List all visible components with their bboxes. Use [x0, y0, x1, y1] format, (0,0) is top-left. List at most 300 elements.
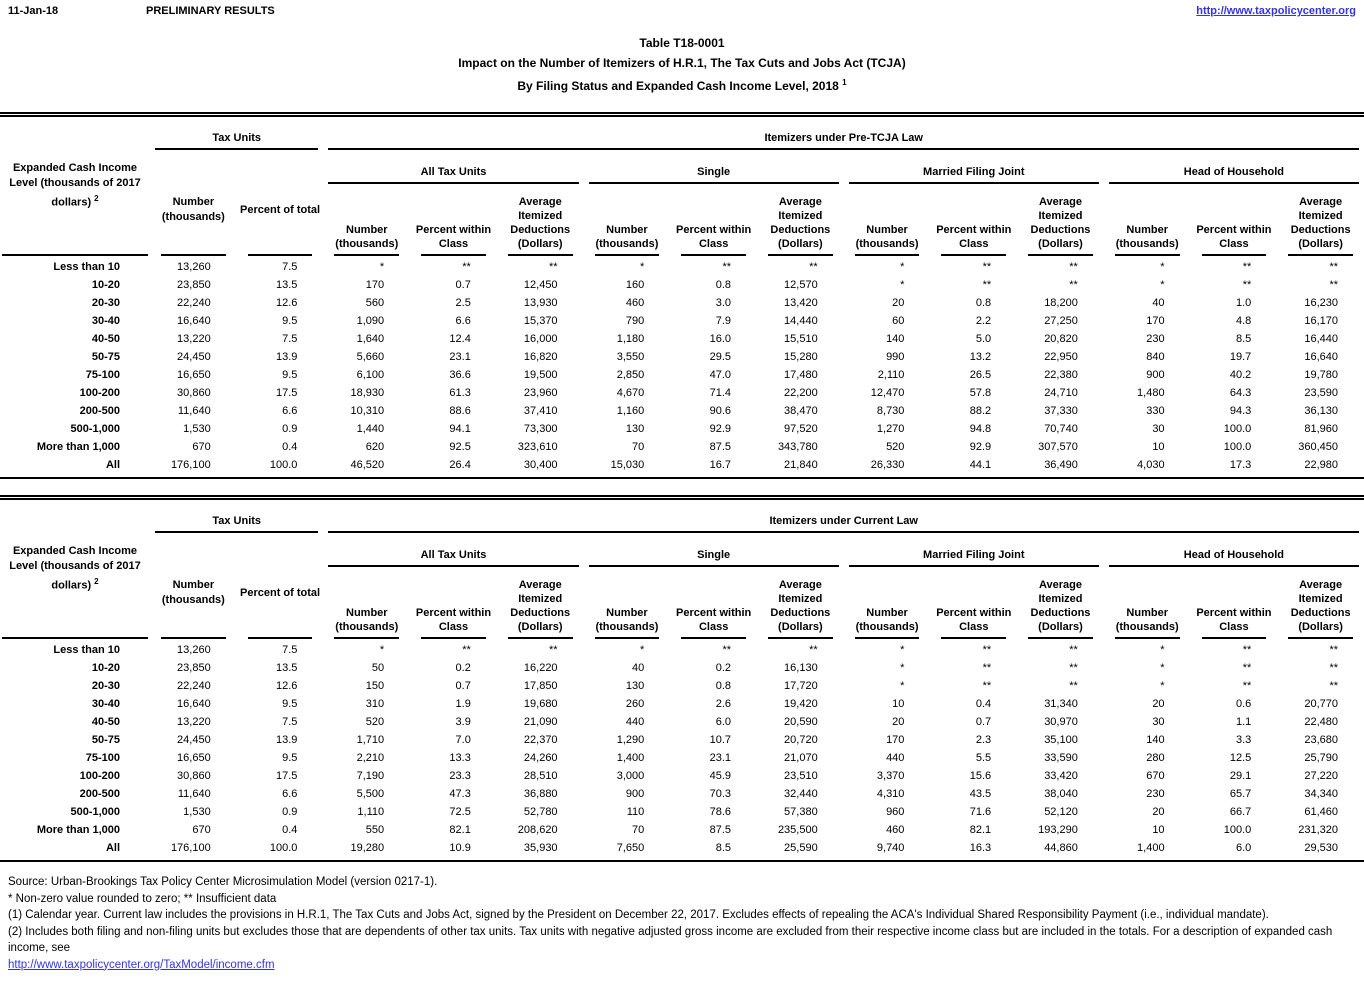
data-cell: 2.2	[975, 315, 992, 327]
data-cell: 35,930	[523, 842, 558, 854]
data-cell: 94.1	[449, 423, 471, 435]
column-underline	[855, 254, 920, 258]
column-underline	[681, 637, 746, 641]
data-cell: 33,420	[1044, 770, 1078, 782]
law-group-header: Itemizers under Current Law	[323, 500, 1364, 533]
data-cell: 64.3	[1229, 387, 1252, 399]
income-row-label: 20-30	[91, 297, 120, 309]
data-cell: 33,590	[1044, 752, 1078, 764]
data-cell: 13.5	[276, 279, 298, 291]
data-cell: 20	[892, 716, 905, 728]
data-cell: 16.3	[969, 842, 992, 854]
data-cell: 65.7	[1229, 788, 1252, 800]
column-underline	[161, 637, 226, 641]
data-cell: 460	[886, 824, 905, 836]
data-cell: 0.4	[975, 698, 992, 710]
table-id-title: Table T18-0001	[639, 36, 725, 50]
column-header-number: Number (thousands)	[335, 224, 399, 250]
data-cell: 100.0	[1223, 441, 1252, 453]
column-header-number: Number (thousands)	[161, 196, 225, 223]
column-underline	[421, 254, 486, 258]
subgroup-header-all-tax-units: All Tax Units	[323, 150, 583, 184]
data-cell: 22,980	[1304, 459, 1338, 471]
data-cell: 1.1	[1235, 716, 1252, 728]
data-cell: 1,530	[183, 423, 211, 435]
data-cell: 16.0	[709, 333, 731, 345]
data-cell: 1,530	[183, 806, 211, 818]
column-header-average-itemized-deductions: Average Itemized Deductions (Dollars)	[510, 196, 571, 250]
data-cell: 900	[1146, 369, 1165, 381]
column-underline	[508, 254, 573, 258]
data-cell: 9.5	[282, 315, 298, 327]
column-underline	[1028, 254, 1093, 258]
data-cell: 4,310	[876, 788, 905, 800]
data-cell: 26,330	[870, 459, 905, 471]
data-cell: *	[1160, 680, 1165, 692]
data-cell: 140	[1146, 734, 1165, 746]
data-cell: 11,640	[177, 405, 211, 417]
data-cell: 13,220	[177, 716, 211, 728]
data-cell: 193,290	[1038, 824, 1078, 836]
data-cell: 13,930	[523, 297, 558, 309]
data-cell: 40	[632, 662, 645, 674]
column-underline	[1288, 254, 1353, 258]
data-cell: 19.7	[1229, 351, 1252, 363]
data-cell: **	[1329, 279, 1338, 291]
column-header-percent-within-class: Percent within Class	[676, 224, 752, 250]
data-cell: 5.5	[975, 752, 992, 764]
data-cell: 100.0	[269, 459, 298, 471]
income-row-label: Less than 10	[53, 644, 120, 656]
income-level-header: Expanded Cash Income Level (thousands of 2017 dollars) $^2$	[9, 544, 141, 592]
data-cell: **	[1242, 261, 1252, 273]
income-row-label: 75-100	[85, 752, 120, 764]
income-row-label: 100-200	[79, 387, 120, 399]
data-cell: **	[462, 644, 471, 656]
data-cell: 81,960	[1304, 423, 1338, 435]
data-cell: 82.1	[449, 824, 471, 836]
data-cell: *	[379, 261, 385, 273]
data-cell: 9.5	[282, 752, 298, 764]
column-header-number: Number (thousands)	[1115, 607, 1179, 633]
data-cell: 87.5	[709, 824, 731, 836]
data-cell: 78.6	[709, 806, 731, 818]
column-underline	[768, 254, 833, 258]
income-row-label: 40-50	[91, 333, 120, 345]
footnote-2: (2) Includes both filing and non-filing units but excludes those that are dependents of other tax units. Tax units with negative adjusted gross income are excluded from their respective income class but are included in the totals. For a description of expanded cash income, see	[8, 925, 1333, 954]
data-cell: 23.1	[709, 752, 731, 764]
column-header-number: Number (thousands)	[1115, 224, 1179, 250]
data-cell: 7.0	[455, 734, 471, 746]
data-cell: 12,570	[784, 279, 818, 291]
data-cell: 16.7	[709, 459, 731, 471]
data-cell: 30	[1152, 716, 1165, 728]
column-underline	[1028, 637, 1093, 641]
column-underline	[681, 254, 746, 258]
data-cell: 38,040	[1044, 788, 1078, 800]
data-cell: 0.8	[975, 297, 992, 309]
data-cell: 37,330	[1044, 405, 1078, 417]
data-cell: **	[1329, 680, 1338, 692]
data-cell: 3,000	[616, 770, 645, 782]
footnotes	[0, 874, 1364, 973]
data-cell: 0.8	[715, 680, 731, 692]
data-cell: 620	[365, 441, 385, 453]
income-row-label: 40-50	[91, 716, 120, 728]
data-cell: 2.5	[455, 297, 471, 309]
data-cell: *	[900, 261, 905, 273]
data-cell: 13.9	[276, 351, 298, 363]
data-cell: 23.3	[449, 770, 471, 782]
data-cell: **	[1069, 644, 1078, 656]
data-cell: 170	[886, 734, 905, 746]
data-cell: **	[982, 680, 992, 692]
data-cell: *	[379, 644, 385, 656]
data-cell: 19,680	[523, 698, 558, 710]
data-cell: 1,710	[356, 734, 385, 746]
income-row-label: All	[105, 842, 120, 854]
data-cell: 7.5	[282, 716, 298, 728]
data-cell: 27,220	[1304, 770, 1338, 782]
data-cell: 38,470	[784, 405, 818, 417]
data-cell: 22,380	[1044, 369, 1078, 381]
source-note: Source: Urban-Brookings Tax Policy Center Microsimulation Model (version 0217-1).	[8, 876, 438, 888]
data-cell: **	[1242, 644, 1252, 656]
data-cell: 10	[892, 698, 905, 710]
data-cell: 9.5	[282, 369, 298, 381]
income-level-header: Expanded Cash Income Level (thousands of 2017 dollars) $^2$	[9, 161, 141, 209]
data-cell: **	[1329, 662, 1338, 674]
site-link[interactable]: http://www.taxpolicycenter.org	[1196, 5, 1356, 17]
data-cell: 21,840	[784, 459, 818, 471]
data-cell: 70,740	[1044, 423, 1078, 435]
data-cell: 46,520	[350, 459, 385, 471]
data-cell: 20,590	[784, 716, 818, 728]
data-cell: 17,850	[523, 680, 558, 692]
data-cell: 1.9	[455, 698, 471, 710]
column-header-percent-within-class: Percent within Class	[936, 224, 1012, 250]
data-cell: 14,440	[784, 315, 818, 327]
column-header-average-itemized-deductions: Average Itemized Deductions (Dollars)	[770, 579, 831, 633]
data-cell: 71.4	[709, 387, 731, 399]
data-cell: 12.4	[449, 333, 471, 345]
data-cell: 21,090	[523, 716, 558, 728]
data-cell: **	[1069, 680, 1078, 692]
column-underline	[595, 637, 660, 641]
data-cell: 343,780	[777, 441, 818, 453]
data-cell: 13,260	[177, 261, 211, 273]
column-underline	[248, 637, 313, 641]
data-cell: 150	[365, 680, 385, 692]
data-cell: 90.6	[709, 405, 731, 417]
income-row-label: 50-75	[91, 734, 120, 746]
data-cell: *	[640, 644, 645, 656]
date-label: 11-Jan-18	[8, 5, 59, 17]
column-header-percent-within-class: Percent within Class	[1196, 224, 1272, 250]
data-cell: 60	[892, 315, 905, 327]
data-cell: 16,440	[1304, 333, 1338, 345]
data-cell: 16,640	[177, 698, 211, 710]
data-cell: 10.9	[449, 842, 471, 854]
data-cell: 22,370	[523, 734, 558, 746]
data-cell: 52,780	[523, 806, 558, 818]
data-cell: **	[1242, 279, 1252, 291]
income-row-label: All	[105, 459, 120, 471]
data-cell: 790	[625, 315, 645, 327]
data-cell: 52,120	[1044, 806, 1078, 818]
column-header-number: Number (thousands)	[335, 607, 399, 633]
subgroup-header-all-tax-units: All Tax Units	[323, 533, 583, 567]
subgroup-header-single: Single	[584, 533, 844, 567]
data-cell: 30,970	[1044, 716, 1078, 728]
data-cell: 5,660	[356, 351, 385, 363]
data-cell: **	[462, 261, 471, 273]
data-cell: 24,260	[523, 752, 558, 764]
data-cell: 360,450	[1298, 441, 1338, 453]
income-row-label: 30-40	[91, 698, 120, 710]
column-header-percent-within-class: Percent within Class	[415, 224, 492, 250]
data-cell: 61,460	[1304, 806, 1338, 818]
data-cell: 176,100	[170, 842, 211, 854]
data-cell: 2,850	[616, 369, 645, 381]
data-cell: **	[809, 261, 818, 273]
data-cell: 24,450	[177, 351, 211, 363]
data-cell: **	[982, 644, 992, 656]
pre-tcja-table-header	[0, 117, 1364, 258]
data-cell: 36,490	[1044, 459, 1078, 471]
top-bar	[0, 0, 1364, 17]
data-cell: 840	[1146, 351, 1165, 363]
data-cell: 16,130	[784, 662, 818, 674]
data-cell: 3.0	[715, 297, 731, 309]
data-cell: 9,740	[876, 842, 905, 854]
data-cell: 22,240	[177, 297, 211, 309]
data-cell: 0.7	[455, 279, 471, 291]
data-cell: *	[1160, 279, 1165, 291]
data-cell: 35,100	[1044, 734, 1078, 746]
data-cell: 19,280	[350, 842, 385, 854]
data-cell: 6,100	[356, 369, 385, 381]
data-cell: 82.1	[969, 824, 992, 836]
column-underline	[1202, 254, 1267, 258]
column-header-average-itemized-deductions: Average Itemized Deductions (Dollars)	[1030, 196, 1091, 250]
data-cell: 23,850	[177, 662, 211, 674]
column-underline	[2, 254, 148, 258]
data-cell: **	[1242, 680, 1252, 692]
data-cell: **	[1069, 279, 1078, 291]
data-cell: 30,860	[177, 770, 211, 782]
data-cell: 12,470	[870, 387, 905, 399]
income-row-label: 10-20	[91, 662, 120, 674]
data-cell: 40	[1152, 297, 1165, 309]
income-row-label: More than 1,000	[36, 824, 120, 836]
data-cell: 61.3	[449, 387, 471, 399]
data-cell: 30,860	[177, 387, 211, 399]
data-cell: 23,680	[1304, 734, 1338, 746]
column-underline	[595, 254, 660, 258]
data-cell: 4.8	[1235, 315, 1252, 327]
footnote-1: (1) Calendar year. Current law includes the provisions in H.R.1, The Tax Cuts and Jobs Act, signed by the President on December 22, 2017. Excludes effects of repealing the ACA's Individual Shared Responsibility Payment (i.e., individual mandate).	[8, 909, 1269, 921]
data-cell: 92.5	[449, 441, 471, 453]
data-cell: 28,510	[523, 770, 558, 782]
data-cell: 36.6	[449, 369, 471, 381]
data-cell: 13,260	[177, 644, 211, 656]
data-cell: 66.7	[1229, 806, 1252, 818]
data-cell: 1,160	[616, 405, 645, 417]
data-cell: 27,250	[1044, 315, 1078, 327]
data-cell: 13,220	[177, 333, 211, 345]
data-cell: 440	[886, 752, 905, 764]
current-law-table-body	[0, 641, 1364, 857]
income-row-label: More than 1,000	[36, 441, 120, 453]
data-cell: 5.0	[975, 333, 992, 345]
data-cell: 900	[625, 788, 645, 800]
data-cell: 43.5	[969, 788, 992, 800]
data-cell: 94.3	[1229, 405, 1252, 417]
data-cell: 92.9	[709, 423, 731, 435]
column-underline	[2, 637, 148, 641]
data-cell: 47.0	[709, 369, 731, 381]
column-header-average-itemized-deductions: Average Itemized Deductions (Dollars)	[510, 579, 571, 633]
income-row-label: 75-100	[85, 369, 120, 381]
data-cell: 32,440	[784, 788, 818, 800]
income-row-label: Less than 10	[53, 261, 120, 273]
data-cell: 70	[632, 824, 645, 836]
data-cell: 330	[1146, 405, 1165, 417]
data-cell: 1.0	[1235, 297, 1252, 309]
data-cell: 8.5	[715, 842, 731, 854]
data-cell: 20,720	[784, 734, 818, 746]
data-cell: 20	[1152, 698, 1165, 710]
data-cell: 3.9	[455, 716, 471, 728]
column-header-average-itemized-deductions: Average Itemized Deductions (Dollars)	[1290, 196, 1351, 250]
data-cell: 47.3	[449, 788, 471, 800]
data-cell: 57.8	[969, 387, 992, 399]
data-cell: 24,450	[177, 734, 211, 746]
data-cell: 8.5	[1235, 333, 1252, 345]
data-cell: 20,770	[1304, 698, 1338, 710]
data-cell: 70	[632, 441, 645, 453]
data-cell: *	[1160, 261, 1165, 273]
data-cell: 12.6	[276, 297, 298, 309]
data-cell: **	[1329, 644, 1338, 656]
data-cell: 45.9	[709, 770, 731, 782]
data-cell: 20,820	[1044, 333, 1078, 345]
legend-note: * Non-zero value rounded to zero; ** Insufficient data	[8, 892, 277, 905]
data-cell: 19,780	[1304, 369, 1338, 381]
column-header-average-itemized-deductions: Average Itemized Deductions (Dollars)	[1030, 579, 1091, 633]
data-cell: *	[900, 644, 905, 656]
subgroup-header-married-filing-joint: Married Filing Joint	[844, 533, 1104, 567]
pre-tcja-table	[0, 112, 1364, 479]
income-row-label: 20-30	[91, 680, 120, 692]
data-cell: **	[549, 261, 558, 273]
data-cell: 17,480	[784, 369, 818, 381]
data-cell: 10	[1152, 441, 1165, 453]
income-definition-link[interactable]: http://www.taxpolicycenter.org/TaxModel/income.cfm	[8, 958, 275, 971]
data-cell: **	[1069, 261, 1078, 273]
data-cell: 23,510	[784, 770, 818, 782]
data-cell: 22,200	[784, 387, 818, 399]
data-cell: 7.9	[715, 315, 731, 327]
data-cell: 13,420	[784, 297, 818, 309]
data-cell: 230	[1146, 788, 1165, 800]
data-cell: 97,520	[784, 423, 818, 435]
data-cell: 92.9	[969, 441, 992, 453]
data-cell: 1,270	[876, 423, 905, 435]
data-cell: 160	[625, 279, 645, 291]
data-cell: 16,650	[177, 369, 211, 381]
data-cell: 10.7	[709, 734, 731, 746]
column-underline	[334, 637, 399, 641]
column-underline	[508, 637, 573, 641]
data-cell: **	[1069, 662, 1078, 674]
data-cell: 29.5	[709, 351, 731, 363]
data-cell: *	[1160, 644, 1165, 656]
column-underline	[941, 254, 1006, 258]
income-footnote-marker: 2	[94, 576, 99, 586]
income-row-label: 50-75	[91, 351, 120, 363]
data-cell: 17.5	[276, 770, 298, 782]
data-cell: 44,860	[1044, 842, 1078, 854]
column-header-percent-within-class: Percent within Class	[1196, 607, 1272, 633]
data-cell: 280	[1146, 752, 1165, 764]
data-cell: 460	[625, 297, 645, 309]
data-cell: 30,400	[523, 459, 558, 471]
column-header-average-itemized-deductions: Average Itemized Deductions (Dollars)	[1290, 579, 1351, 633]
data-cell: 88.6	[449, 405, 471, 417]
data-cell: 1,400	[616, 752, 645, 764]
data-cell: 16,820	[523, 351, 558, 363]
data-cell: 25,590	[784, 842, 818, 854]
data-cell: *	[900, 680, 905, 692]
title-footnote-marker: 1	[842, 78, 847, 87]
table-subtitle: By Filing Status and Expanded Cash Income Level, 2018 $^1$	[517, 78, 847, 93]
data-cell: 520	[365, 716, 385, 728]
data-cell: 670	[192, 824, 211, 836]
data-cell: **	[722, 261, 731, 273]
data-cell: *	[900, 279, 905, 291]
data-cell: 0.9	[282, 423, 298, 435]
data-cell: 5,500	[356, 788, 385, 800]
data-cell: **	[982, 662, 992, 674]
data-cell: 4,030	[1137, 459, 1165, 471]
data-cell: **	[982, 279, 992, 291]
column-header-percent-within-class: Percent within Class	[676, 607, 752, 633]
data-cell: 23,590	[1304, 387, 1338, 399]
subgroup-header-married-filing-joint: Married Filing Joint	[844, 150, 1104, 184]
data-cell: 10	[1152, 824, 1165, 836]
data-cell: **	[809, 644, 818, 656]
data-cell: 0.7	[455, 680, 471, 692]
data-cell: 16,230	[1304, 297, 1338, 309]
data-cell: 130	[625, 423, 645, 435]
income-row-label: 500-1,000	[70, 806, 120, 818]
data-cell: 6.0	[715, 716, 731, 728]
data-cell: 7,190	[356, 770, 385, 782]
income-row-label: 500-1,000	[70, 423, 120, 435]
data-cell: 15,370	[523, 315, 558, 327]
column-underline	[421, 637, 486, 641]
data-cell: 36,130	[1304, 405, 1338, 417]
data-cell: 50	[371, 662, 385, 674]
data-cell: 6.6	[455, 315, 471, 327]
column-underline	[1115, 637, 1180, 641]
data-cell: **	[1329, 261, 1338, 273]
data-cell: 26.4	[449, 459, 471, 471]
column-header-number: Number (thousands)	[595, 607, 659, 633]
current-law-table-header	[0, 500, 1364, 641]
